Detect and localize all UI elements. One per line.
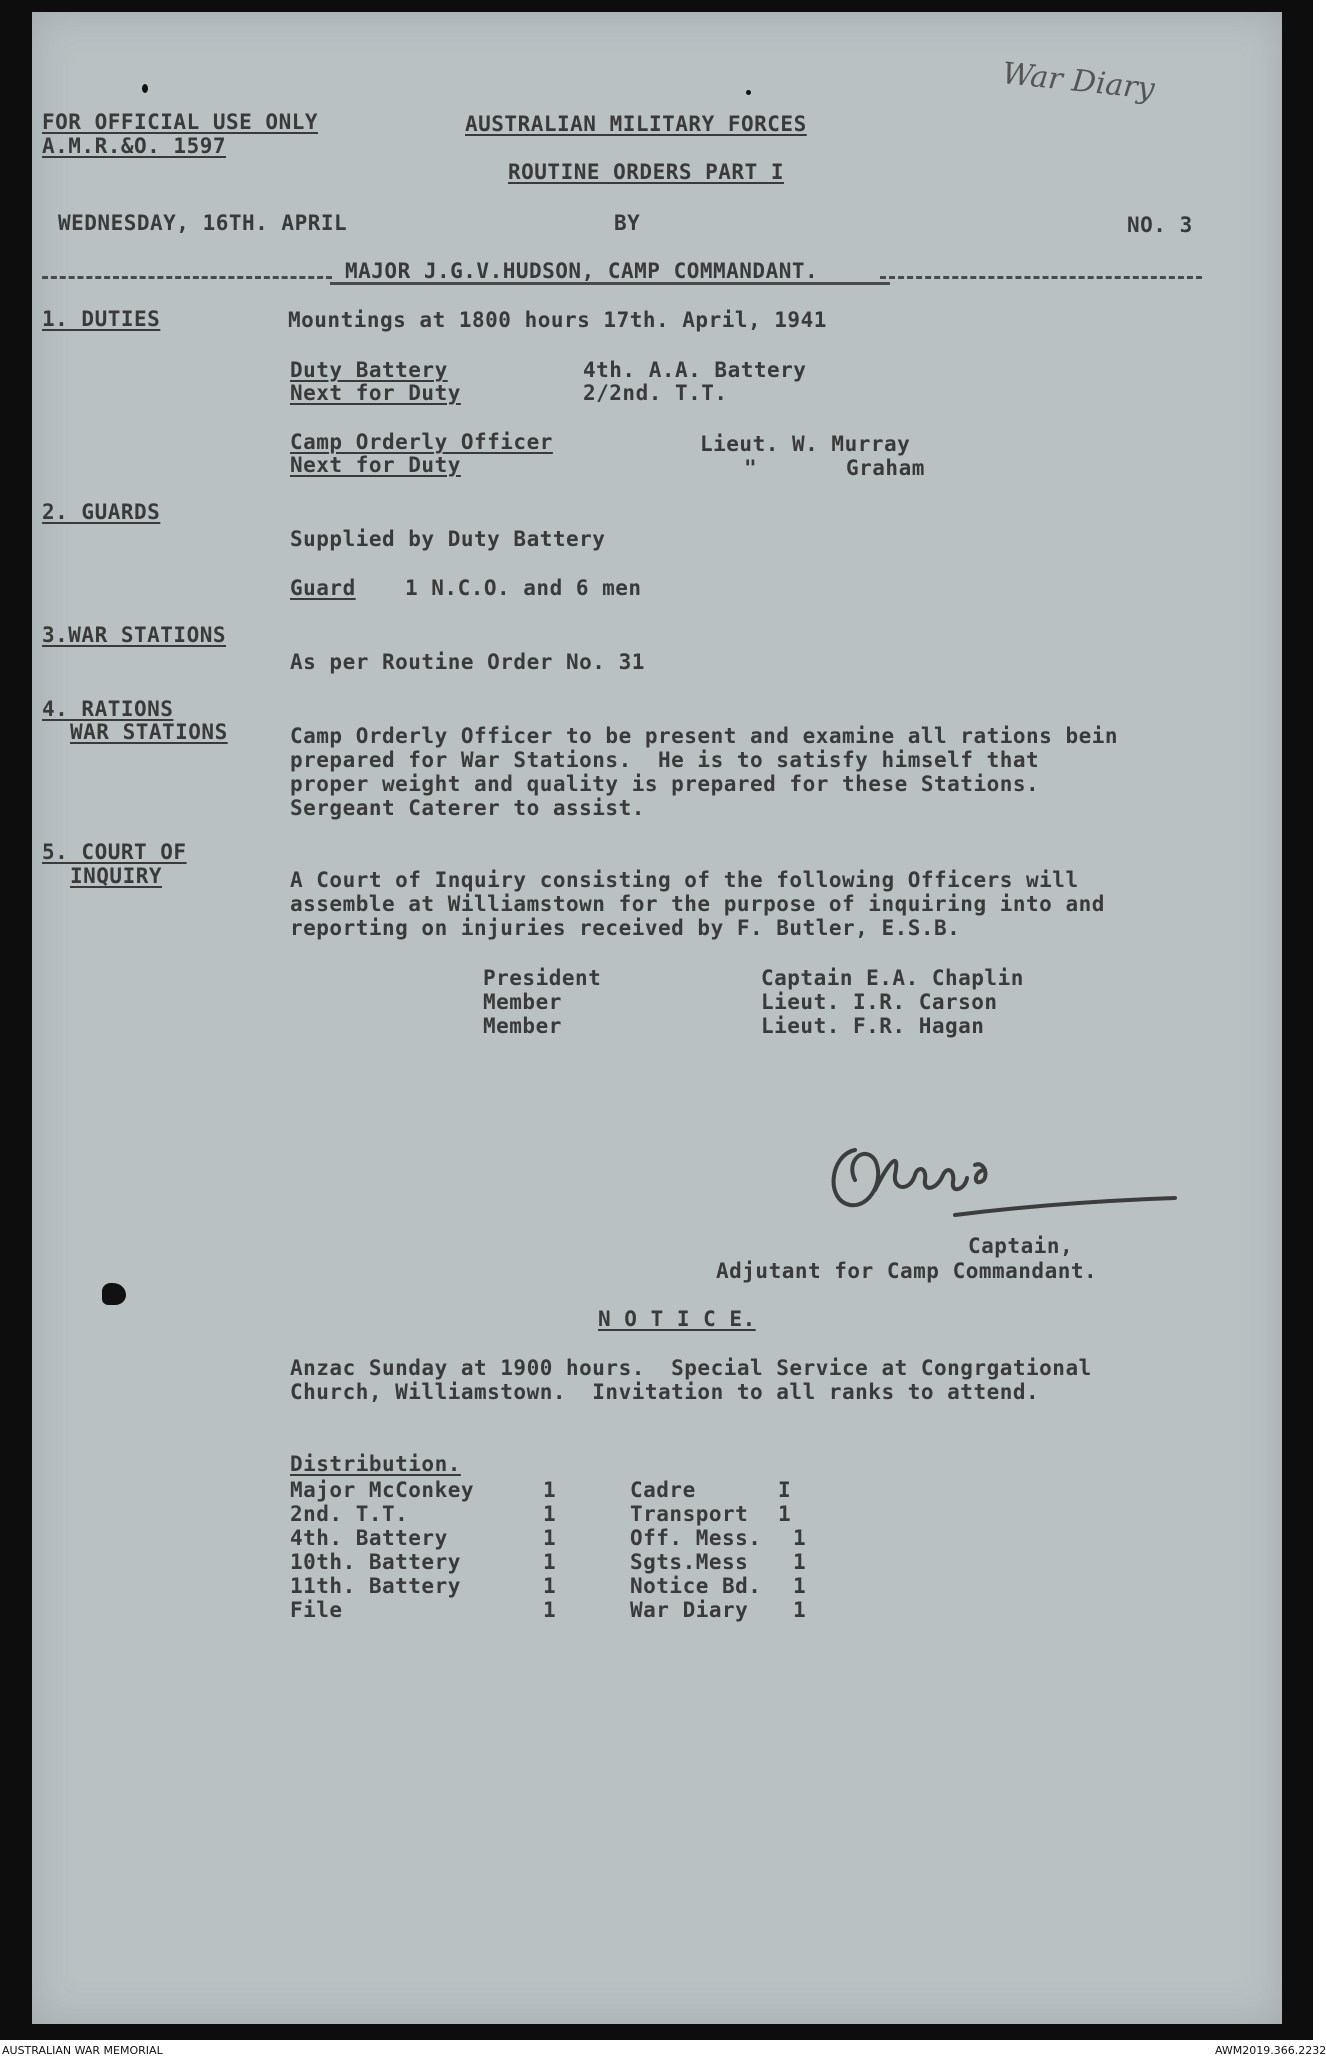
court-member-role: Member <box>483 1014 562 1038</box>
distribution-name: 4th. Battery <box>290 1526 448 1550</box>
signature-title: Adjutant for Camp Commandant. <box>716 1259 1098 1283</box>
court-line: assemble at Williamstown for the purpose of inquiring into and <box>290 892 1105 916</box>
court-member-name: Lieut. I.R. Carson <box>761 990 998 1014</box>
organisation-title: AUSTRALIAN MILITARY FORCES <box>465 112 807 136</box>
ink-speck <box>142 84 148 93</box>
distribution-name: Cadre <box>630 1478 696 1502</box>
signature-graphic <box>815 1120 1175 1240</box>
security-marking: FOR OFFICIAL USE ONLY <box>42 110 319 134</box>
guards-heading: 2. GUARDS <box>42 500 161 524</box>
court-line: A Court of Inquiry consisting of the following Officers will <box>290 868 1079 892</box>
ink-speck <box>746 90 751 95</box>
guard-value: 1 N.C.O. and 6 men <box>405 576 642 600</box>
rations-line: Sergeant Caterer to assist. <box>290 796 645 820</box>
rations-heading-2: WAR STATIONS <box>70 720 228 744</box>
reference-number: A.M.R.&O. 1597 <box>42 134 227 158</box>
distribution-qty: 1 <box>778 1502 792 1526</box>
duty-battery-value: 4th. A.A. Battery <box>583 358 807 382</box>
commander-line: MAJOR J.G.V.HUDSON, CAMP COMMANDANT. <box>345 259 819 283</box>
distribution-name: Major McConkey <box>290 1478 475 1502</box>
next-for-duty-value: 2/2nd. T.T. <box>583 381 728 405</box>
handwritten-note: War Diary <box>1000 56 1157 107</box>
document-part-title: ROUTINE ORDERS PART I <box>508 160 785 184</box>
distribution-qty: 1 <box>543 1574 557 1598</box>
war-stations-heading: 3.WAR STATIONS <box>42 623 227 647</box>
distribution-heading: Distribution. <box>290 1452 461 1476</box>
court-heading: 5. COURT OF <box>42 840 187 864</box>
rations-line: proper weight and quality is prepared for these Stations. <box>290 772 1040 796</box>
duty-battery-label: Duty Battery <box>290 358 448 382</box>
rations-line: Camp Orderly Officer to be present and examine all rations bein <box>290 724 1119 748</box>
distribution-name: File <box>290 1598 343 1622</box>
distribution-name: 10th. Battery <box>290 1550 461 1574</box>
distribution-qty: 1 <box>793 1550 807 1574</box>
rations-line: prepared for War Stations. He is to satisfy himself that <box>290 748 1040 772</box>
header-rule-left <box>42 276 332 279</box>
distribution-qty: 1 <box>543 1550 557 1574</box>
ditto-mark: " <box>744 456 758 480</box>
war-stations-text: As per Routine Order No. 31 <box>290 650 645 674</box>
order-date: WEDNESDAY, 16TH. APRIL <box>58 211 348 235</box>
footer-institution: AUSTRALIAN WAR MEMORIAL <box>2 2044 163 2057</box>
camp-orderly-label: Camp Orderly Officer <box>290 430 553 454</box>
distribution-qty: 1 <box>543 1598 557 1622</box>
notice-heading: N O T I C E. <box>598 1307 756 1331</box>
court-line: reporting on injuries received by F. Butler, E.S.B. <box>290 916 961 940</box>
court-member-role: President <box>483 966 602 990</box>
court-heading-2: INQUIRY <box>70 864 163 888</box>
by-label: BY <box>614 211 641 235</box>
order-number: NO. 3 <box>1127 213 1193 237</box>
distribution-qty: 1 <box>543 1502 557 1526</box>
header-rule-under <box>330 282 890 285</box>
distribution-qty: 1 <box>793 1598 807 1622</box>
distribution-name: War Diary <box>630 1598 749 1622</box>
notice-line: Anzac Sunday at 1900 hours. Special Service at Congrgational <box>290 1356 1092 1380</box>
signature-rank: Captain, <box>968 1234 1074 1258</box>
distribution-qty: 1 <box>543 1526 557 1550</box>
next-for-duty-label: Next for Duty <box>290 381 461 405</box>
next-for-duty-value-2: Graham <box>846 456 925 480</box>
distribution-name: Transport <box>630 1502 749 1526</box>
header-rule-right <box>880 276 1202 279</box>
mounting-text: Mountings at 1800 hours 17th. April, 1941 <box>288 308 827 332</box>
distribution-qty: 1 <box>543 1478 557 1502</box>
rations-heading: 4. RATIONS <box>42 697 174 721</box>
distribution-qty: 1 <box>793 1574 807 1598</box>
court-member-name: Lieut. F.R. Hagan <box>761 1014 985 1038</box>
distribution-name: 11th. Battery <box>290 1574 461 1598</box>
distribution-name: Off. Mess. <box>630 1526 762 1550</box>
next-for-duty-label-2: Next for Duty <box>290 453 461 477</box>
court-member-role: Member <box>483 990 562 1014</box>
ink-speck <box>102 1283 126 1305</box>
footer-accession: AWM2019.366.2232 <box>1215 2044 1326 2057</box>
duties-heading: 1. DUTIES <box>42 307 161 331</box>
distribution-name: 2nd. T.T. <box>290 1502 409 1526</box>
guard-label: Guard <box>290 576 356 600</box>
distribution-qty: 1 <box>793 1526 807 1550</box>
notice-line: Church, Williamstown. Invitation to all ranks to attend. <box>290 1380 1040 1404</box>
camp-orderly-value: Lieut. W. Murray <box>700 432 911 456</box>
distribution-name: Notice Bd. <box>630 1574 762 1598</box>
court-member-name: Captain E.A. Chaplin <box>761 966 1024 990</box>
guards-supplied: Supplied by Duty Battery <box>290 527 606 551</box>
distribution-name: Sgts.Mess <box>630 1550 749 1574</box>
distribution-qty: I <box>778 1478 792 1502</box>
